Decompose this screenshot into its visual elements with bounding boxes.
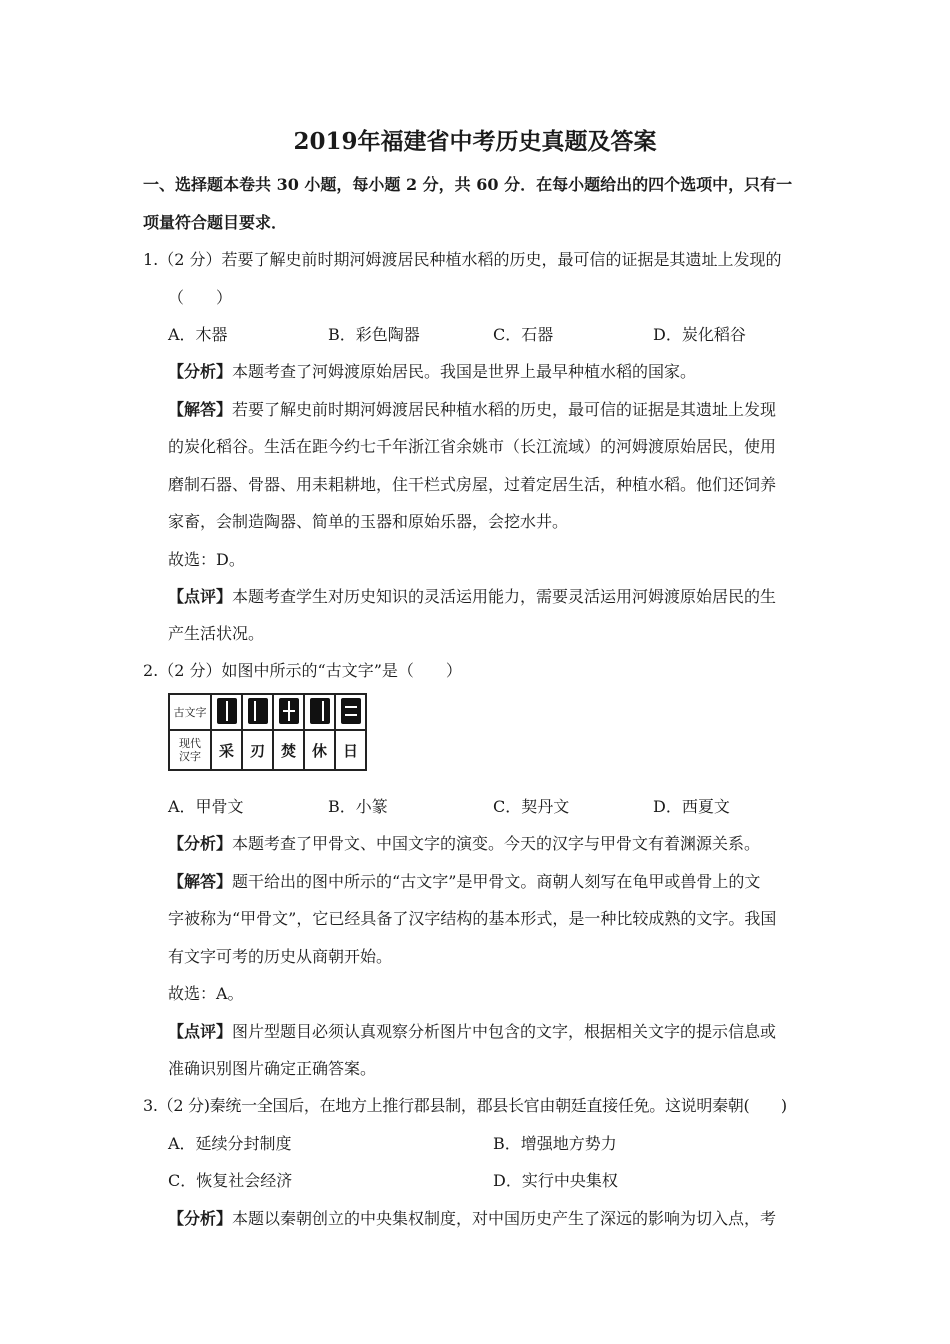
modern-char-3: 焚: [273, 730, 304, 770]
oracle-glyph-5: [335, 694, 366, 730]
analysis-text: 本题以秦朝创立的中央集权制度，对中国历史产生了深远的影响为切入点，考: [232, 1209, 777, 1228]
ancient-script-row: [169, 694, 366, 730]
question-3-option-c: C．恢复社会经济: [168, 1171, 293, 1190]
question-1-answer-line-2: 的炭化稻谷。生活在距今约七千年浙江省余姚市（长江流域）的河姆渡原始居民，使用: [168, 437, 777, 456]
question-1-option-b: B．彩色陶器: [328, 325, 420, 344]
question-1-answer-line-4: 家畜，会制造陶器、简单的玉器和原始乐器，会挖水井。: [168, 512, 569, 531]
question-3-option-b: B．增强地方势力: [493, 1134, 617, 1153]
oracle-glyph-icon: [310, 698, 330, 724]
comment-text: 本题考查学生对历史知识的灵活运用能力，需要灵活运用河姆渡原始居民的生: [232, 587, 777, 606]
analysis-text: 本题考查了甲骨文、中国文字的演变。今天的汉字与甲骨文有着渊源关系。: [232, 834, 761, 853]
question-2-choice: 故选：A。: [168, 984, 244, 1003]
question-2-option-b: B．小篆: [328, 797, 388, 816]
analysis-tag: 【分析】: [168, 1209, 233, 1228]
modern-script-row: [169, 730, 366, 770]
ancient-script-table: [168, 693, 367, 771]
question-1-comment-line-1: [168, 587, 776, 607]
question-1-option-d: D．炭化稻谷: [653, 325, 746, 344]
modern-char-5: 日: [335, 730, 366, 770]
question-3-option-a: A．延续分封制度: [168, 1134, 292, 1153]
question-1-stem: 1.（2 分）若要了解史前时期河姆渡居民种植水稻的历史，最可信的证据是其遗址上发现的: [143, 250, 782, 269]
question-1-answer-line-3: 磨制石器、骨器、用耒耜耕地，住干栏式房屋，过着定居生活，种植水稻。他们还饲养: [168, 475, 777, 494]
answer-tag: 【解答】: [168, 400, 233, 419]
analysis-tag: 【分析】: [168, 362, 233, 381]
question-1-option-a: A．木器: [168, 325, 228, 344]
comment-text: 图片型题目必须认真观察分析图片中包含的文字，根据相关文字的提示信息或: [232, 1022, 777, 1041]
question-2-option-a: A．甲骨文: [168, 797, 244, 816]
answer-tag: 【解答】: [168, 872, 233, 891]
question-1-option-c: C．石器: [493, 325, 554, 344]
question-2-answer-line-3: 有文字可考的历史从商朝开始。: [168, 947, 393, 966]
comment-tag: 【点评】: [168, 1022, 233, 1041]
question-2-comment-line-2: 准确识别图片确定正确答案。: [168, 1059, 377, 1078]
oracle-glyph-icon: [217, 698, 237, 724]
question-1-answer-line-1: [168, 400, 776, 420]
oracle-glyph-4: [304, 694, 335, 730]
question-2-stem: 2.（2 分）如图中所示的“古文字”是（ ）: [143, 661, 462, 680]
oracle-glyph-icon: [248, 698, 268, 724]
question-3-analysis: [168, 1209, 776, 1229]
oracle-glyph-2: [242, 694, 273, 730]
section-instructions-line-2: 项量符合题目要求．: [143, 213, 288, 232]
modern-head-line-2: 汉字: [179, 750, 201, 763]
question-2-option-d: D．西夏文: [653, 797, 730, 816]
oracle-glyph-3: [273, 694, 304, 730]
question-2-answer-line-2: 字被称为“甲骨文”，它已经具备了汉字结构的基本形式，是一种比较成熟的文字。我国: [168, 909, 777, 928]
document-title: 2019年福建省中考历史真题及答案: [293, 128, 657, 155]
ancient-script-head: 古文字: [169, 694, 211, 730]
comment-tag: 【点评】: [168, 587, 233, 606]
modern-script-head: [169, 730, 211, 770]
question-2-analysis: [168, 834, 760, 854]
question-2-answer-line-1: [168, 872, 760, 892]
modern-char-2: 刃: [242, 730, 273, 770]
analysis-text: 本题考查了河姆渡原始居民。我国是世界上最早种植水稻的国家。: [232, 362, 697, 381]
oracle-glyph-1: [211, 694, 242, 730]
modern-char-4: 休: [304, 730, 335, 770]
answer-text: 题干给出的图中所示的“古文字”是甲骨文。商朝人刻写在龟甲或兽骨上的文: [232, 872, 761, 891]
question-1-analysis: [168, 362, 696, 382]
question-3-stem: 3.（2 分)秦统一全国后，在地方上推行郡县制，郡县长官由朝廷直接任免。这说明秦朝( ): [143, 1096, 787, 1115]
question-3-option-d: D．实行中央集权: [493, 1171, 618, 1190]
question-2-comment-line-1: [168, 1022, 776, 1042]
section-instructions-line-1: 一、选择题本卷共 30 小题，每小题 2 分，共 60 分．在每小题给出的四个选项中，只有一: [143, 175, 793, 194]
oracle-glyph-icon: [341, 698, 361, 724]
oracle-glyph-icon: [279, 698, 299, 724]
modern-char-1: 采: [211, 730, 242, 770]
answer-text: 若要了解史前时期河姆渡居民种植水稻的历史，最可信的证据是其遗址上发现: [232, 400, 777, 419]
analysis-tag: 【分析】: [168, 834, 233, 853]
question-1-comment-line-2: 产生活状况。: [168, 624, 265, 643]
question-2-option-c: C．契丹文: [493, 797, 570, 816]
question-1-paren: （ ）: [168, 288, 233, 307]
question-1-choice: 故选：D。: [168, 550, 245, 569]
modern-head-line-1: 现代: [179, 737, 201, 750]
